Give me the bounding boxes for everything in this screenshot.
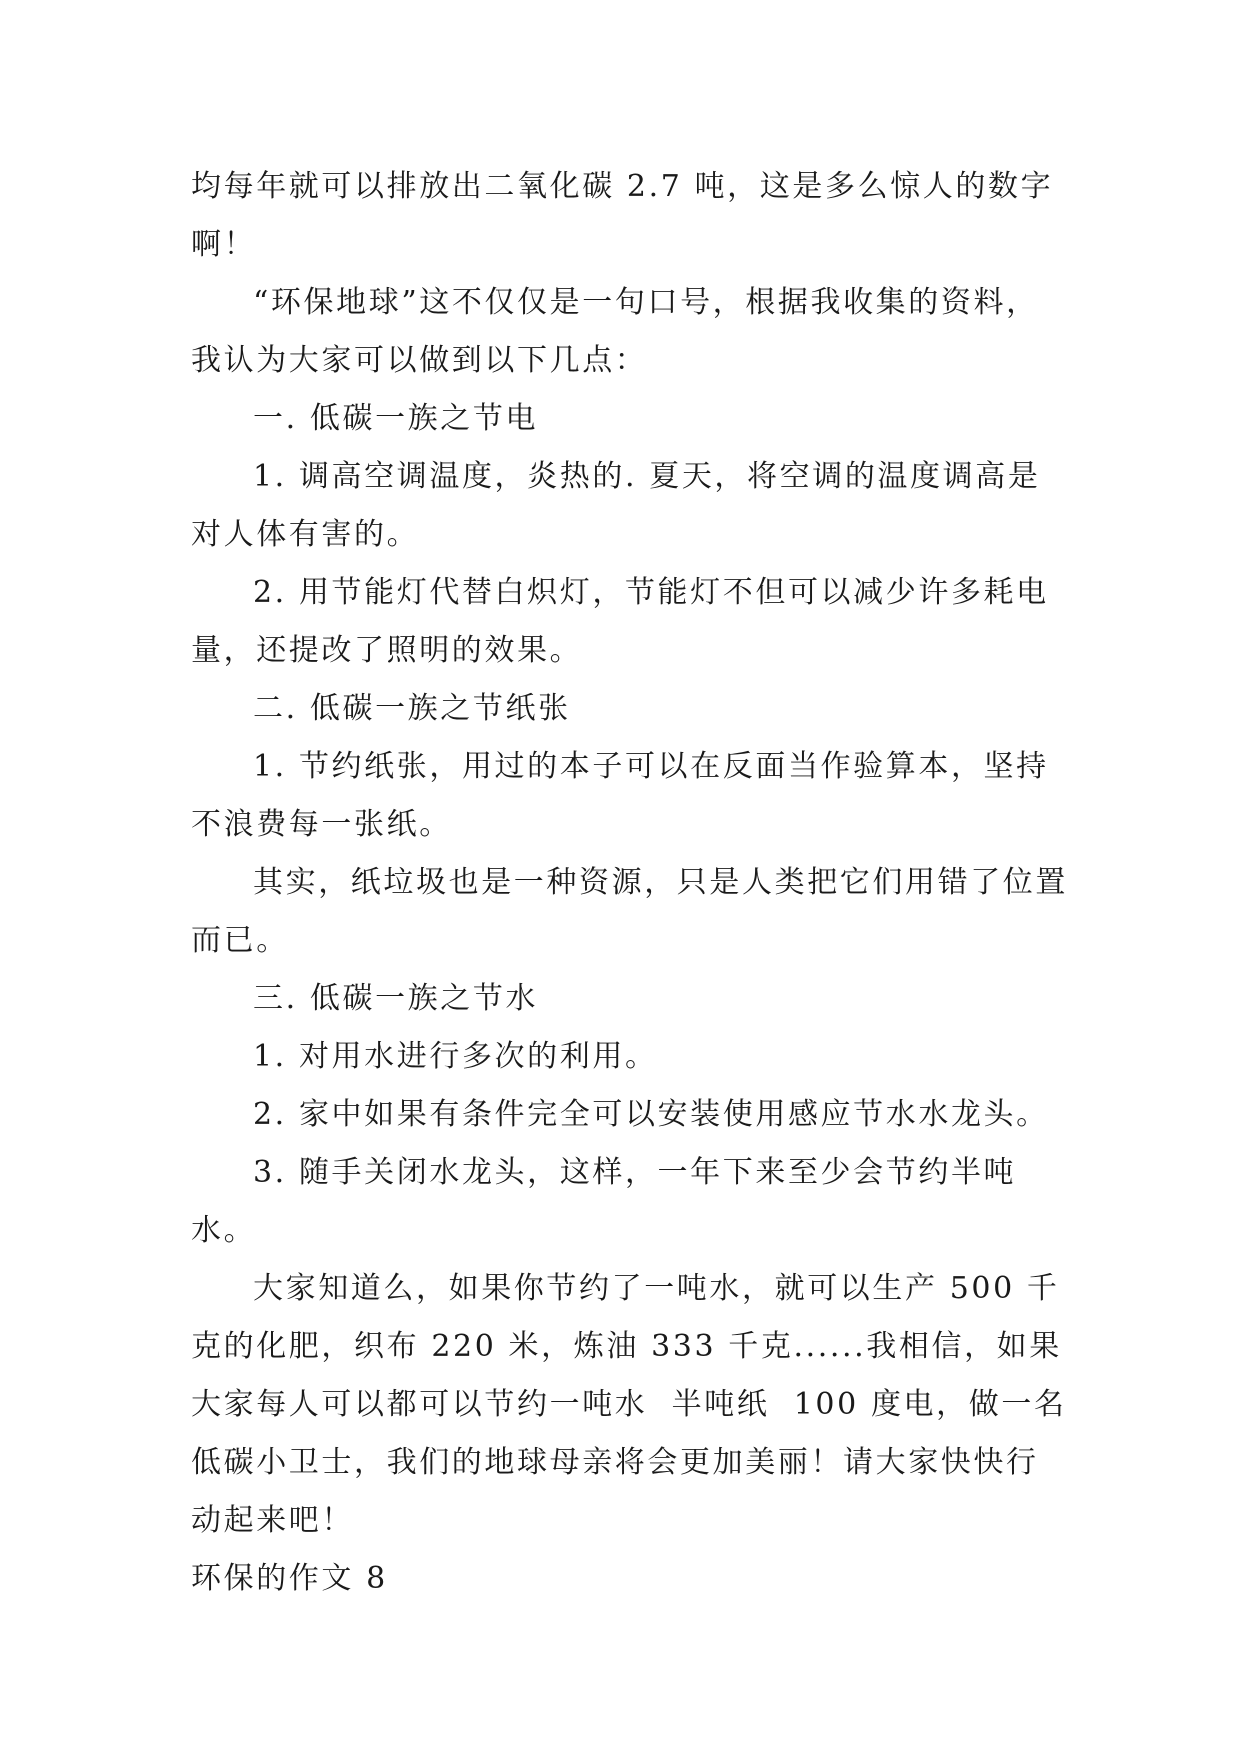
paragraph-continued: 均每年就可以排放出二氧化碳 2.7 吨，这是多么惊人的数字啊！ [191, 169, 1054, 262]
section-heading-paper: 二. 低碳一族之节纸张 [253, 691, 571, 726]
paragraph-item: 2. 家中如果有条件完全可以安装使用感应节水水龙头。 [253, 1097, 1049, 1132]
paragraph-item: 2. 用节能灯代替白炽灯，节能灯不但可以减少许多耗电量，还提改了照明的效果。 [191, 575, 1049, 668]
paragraph-item: 1. 节约纸张，用过的本子可以在反面当作验算本，坚持不浪费每一张纸。 [191, 749, 1049, 842]
paragraph-conclusion: 大家知道么，如果你节约了一吨水，就可以生产 500 千克的化肥，织布 220 米，炼油 333 千克......我相信，如果大家每人可以都可以节约一吨水 半吨纸 100 度电，做一名低碳小卫士，我们的地球母亲将会更加美丽！请大家快快行动起来吧！ [191, 1271, 1067, 1538]
section-heading-water: 三. 低碳一族之节水 [253, 981, 539, 1016]
paragraph-item: 3. 随手关闭水龙头，这样，一年下来至少会节约半吨水。 [191, 1155, 1017, 1248]
document-body [191, 158, 1071, 1608]
section-heading-electricity: 一. 低碳一族之节电 [253, 401, 539, 436]
paragraph-item: 1. 调高空调温度，炎热的. 夏天，将空调的温度调高是对人体有害的。 [191, 459, 1041, 552]
next-essay-title: 环保的作文 8 [191, 1561, 388, 1596]
paragraph-item: 1. 对用水进行多次的利用。 [253, 1039, 658, 1074]
paragraph-item: 其实，纸垃圾也是一种资源，只是人类把它们用错了位置而已。 [191, 865, 1068, 958]
paragraph-intro: “环保地球”这不仅仅是一句口号，根据我收集的资料，我认为大家可以做到以下几点： [191, 285, 1039, 378]
